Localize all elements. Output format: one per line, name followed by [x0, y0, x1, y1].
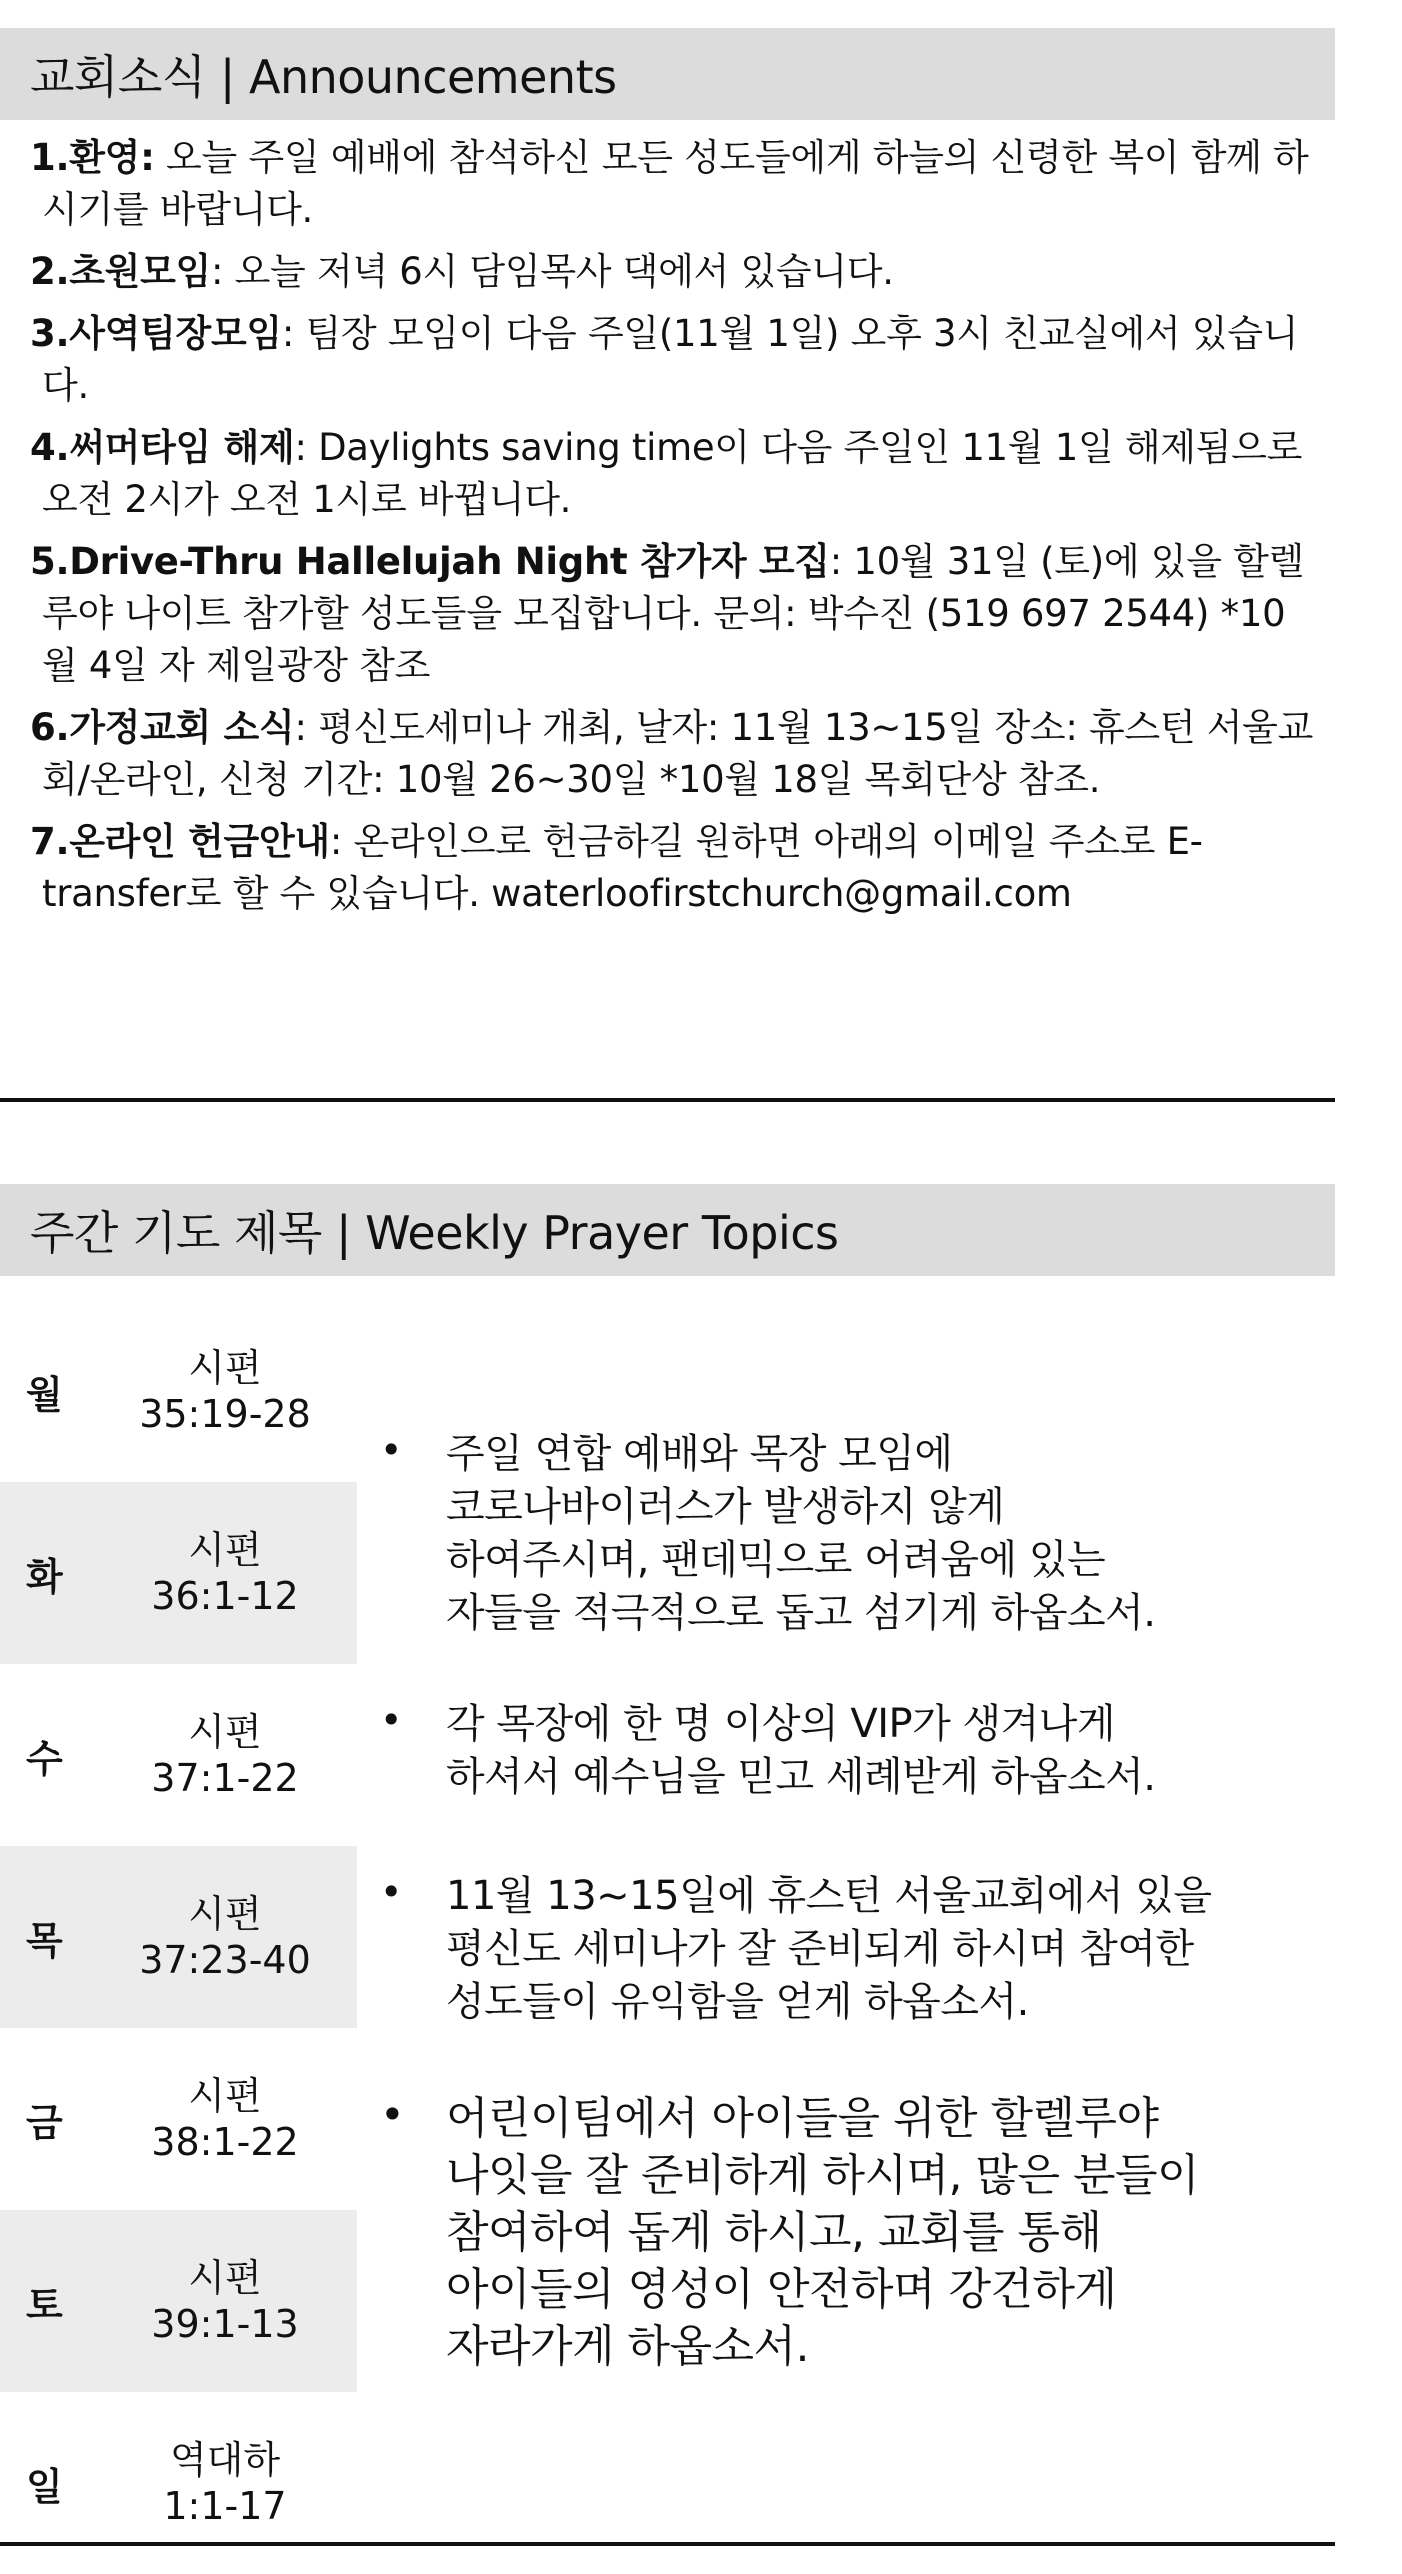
scripture-verses: 36:1-12: [151, 1574, 299, 1618]
announcement-title: 3.사역팀장모임: [30, 312, 282, 355]
scripture-verses: 39:1-13: [151, 2302, 299, 2346]
topic-line: 코로나바이러스가 발생하지 않게: [446, 1484, 1005, 1530]
scripture-book: 시편: [188, 1346, 262, 1390]
day-label: 금: [26, 2100, 63, 2145]
scripture-verses: 35:19-28: [139, 1392, 311, 1436]
scripture-reference: [90, 1300, 360, 1482]
prayer-topic: [380, 1870, 1330, 2029]
topic-line: 나잇을 잘 준비하게 하시며, 많은 분들이: [446, 2150, 1199, 2201]
prayer-topic-text: [446, 1870, 1330, 2029]
scripture-reference: [90, 1846, 360, 2028]
announcement-item: [30, 308, 1320, 412]
announcement-title: 1.환영:: [30, 136, 155, 179]
scripture-verses: 1:1-17: [163, 2484, 287, 2528]
scripture-book: 시편: [188, 1710, 262, 1754]
announcement-item: [30, 422, 1320, 526]
announcement-item: [30, 816, 1320, 920]
scripture-verses: 37:23-40: [139, 1938, 311, 1982]
day-row-thu: [0, 1846, 357, 2028]
day-row-wed: [0, 1664, 357, 1846]
prayer-topic-text: [446, 1698, 1330, 1804]
announcement-title: 4.써머타임 해제: [30, 426, 295, 469]
day-row-fri: [0, 2028, 357, 2210]
announcement-title: 5.Drive-Thru Hallelujah Night 참가자 모집: [30, 540, 830, 583]
topic-line: 각 목장에 한 명 이상의 VIP가 생겨나게: [446, 1701, 1116, 1747]
day-label: 화: [26, 1554, 63, 1599]
scripture-book: 역대하: [169, 2438, 281, 2482]
topic-line: 자라가게 하옵소서.: [446, 2321, 810, 2372]
prayer-topic-text: [446, 2090, 1330, 2375]
topic-line: 평신도 세미나가 잘 준비되게 하시며 참여한: [446, 1926, 1194, 1972]
day-label: 월: [26, 1372, 63, 1417]
topic-line: 자들을 적극적으로 돕고 섬기게 하옵소서.: [446, 1590, 1156, 1636]
announcement-text: : 평신도세미나 개최, 날자: 11월 13~15일 장소: 휴스턴 서울교회/온라인, 신청 기간: 10월 26~30일 *10월 18일 목회단상 참조.: [42, 706, 1314, 801]
announcement-text: : 팀장 모임이 다음 주일(11월 1일) 오후 3시 친교실에서 있습니다.: [42, 312, 1299, 407]
announcement-item: [30, 132, 1320, 236]
day-label: 일: [26, 2464, 63, 2509]
announcement-list: [30, 132, 1320, 930]
scripture-book: 시편: [188, 1892, 262, 1936]
day-row-sun: [0, 2392, 357, 2574]
topic-line: 성도들이 유익함을 얻게 하옵소서.: [446, 1979, 1029, 2025]
scripture-book: 시편: [188, 2256, 262, 2300]
scripture-verses: 37:1-22: [151, 1756, 299, 1800]
scripture-reference: [90, 1482, 360, 1664]
announcement-text: 오늘 주일 예배에 참석하신 모든 성도들에게 하늘의 신령한 복이 함께 하시기를 바랍니다.: [42, 136, 1309, 231]
scripture-reference: [90, 2210, 360, 2392]
announcement-item: [30, 246, 1320, 298]
bullet: •: [380, 2090, 405, 2139]
bullet: •: [380, 1698, 403, 1742]
announcement-item: [30, 702, 1320, 806]
scripture-reference: [90, 1664, 360, 1846]
scripture-reference: [90, 2392, 360, 2574]
bottom-divider: [0, 2542, 1335, 2546]
announcement-title: 6.가정교회 소식: [30, 706, 295, 749]
day-label: 수: [26, 1736, 63, 1781]
announcement-text: : 온라인으로 헌금하길 원하면 아래의 이메일 주소로 E-transfer로 할 수 있습니다. waterloofirstchurch@gmail.com: [42, 820, 1203, 915]
prayer-topic: [380, 2090, 1330, 2375]
announcement-text: : Daylights saving time이 다음 주일인 11월 1일 해제됨으로 오전 2시가 오전 1시로 바뀝니다.: [42, 426, 1303, 521]
scripture-book: 시편: [188, 1528, 262, 1572]
scripture-book: 시편: [188, 2074, 262, 2118]
day-row-mon: [0, 1300, 357, 1482]
prayer-title: 주간 기도 제목 | Weekly Prayer Topics: [30, 1206, 839, 1260]
topic-line: 아이들의 영성이 안전하며 강건하게: [446, 2264, 1117, 2315]
topic-line: 주일 연합 예배와 목장 모임에: [446, 1431, 953, 1477]
announcement-title: 7.온라인 헌금안내: [30, 820, 330, 863]
announcements-title: 교회소식 | Announcements: [30, 50, 617, 104]
day-row-tue: [0, 1482, 357, 1664]
day-label: 목: [26, 1918, 63, 1963]
topic-line: 어린이팀에서 아이들을 위한 할렐루야: [446, 2093, 1159, 2144]
announcements-header: [0, 28, 1335, 120]
prayer-header: [0, 1184, 1335, 1276]
scripture-reference: [90, 2028, 360, 2210]
topic-line: 11월 13~15일에 휴스턴 서울교회에서 있을: [446, 1873, 1212, 1919]
prayer-topic-text: [446, 1428, 1330, 1640]
day-row-sat: [0, 2210, 357, 2392]
prayer-topic: [380, 1698, 1330, 1804]
announcement-item: [30, 536, 1320, 692]
prayer-schedule: [0, 1300, 1335, 2538]
topic-line: 하셔서 예수님을 믿고 세례받게 하옵소서.: [446, 1754, 1156, 1800]
announcement-text: : 10월 31일 (토)에 있을 할렐루야 나이트 참가할 성도들을 모집합니다. 문의: 박수진 (519 697 2544) *10월 4일 자 제일광장 참조: [42, 540, 1304, 687]
day-label: 토: [26, 2282, 63, 2327]
topic-line: 참여하여 돕게 하시고, 교회를 통해: [446, 2207, 1102, 2258]
topic-line: 하여주시며, 팬데믹으로 어려움에 있는: [446, 1537, 1106, 1583]
announcement-title: 2.초원모임: [30, 250, 211, 293]
scripture-verses: 38:1-22: [151, 2120, 299, 2164]
section-divider: [0, 1098, 1335, 1102]
announcement-text: : 오늘 저녁 6시 담임목사 댁에서 있습니다.: [210, 250, 894, 293]
bullet: •: [380, 1428, 403, 1472]
prayer-topic: [380, 1428, 1330, 1640]
bullet: •: [380, 1870, 403, 1914]
